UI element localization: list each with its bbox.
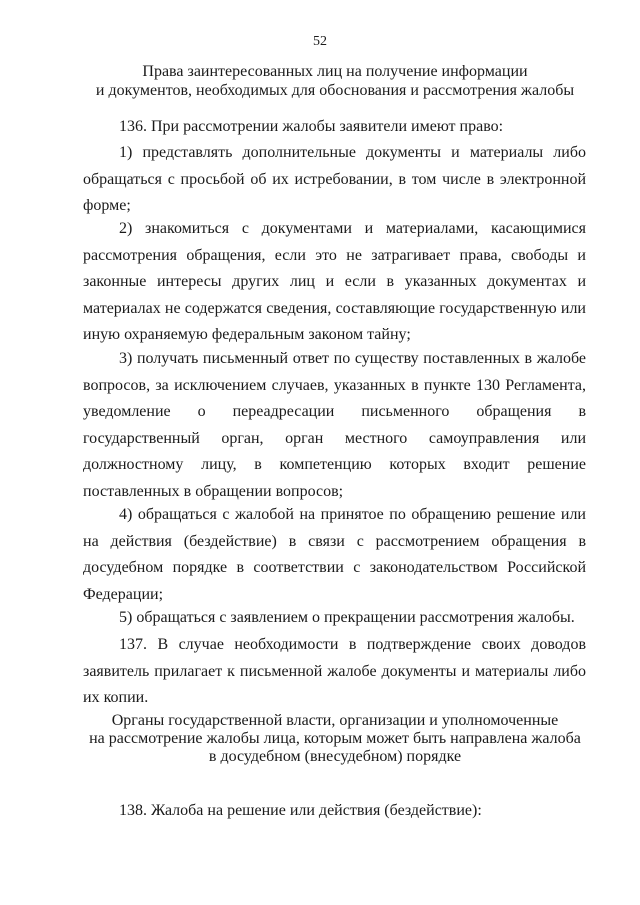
heading-line: Права заинтересованных лиц на получение информации [142,63,528,80]
paragraph-136: 136. При рассмотрении жалобы заявители имеют право: [119,118,504,135]
page-number: 52 [313,34,327,49]
list-item-3: 3) получать письменный ответ по существу поставленных в жалобе вопросов, за исключением случаев, указанных в пункте 130 Регламента, уведомление о переадресации письменного обращения в государственный орган, орган местного самоуправления или должностному лицу, в компетенцию которых входит решение поставленных в обращении вопросов; [83,350,586,500]
heading-line: и документов, необходимых для обоснования и рассмотрения жалобы [95,82,575,99]
list-item-5: 5) обращаться с заявлением о прекращении рассмотрения жалобы. [119,609,575,626]
heading-line: в досудебном (внесудебном) порядке [208,748,462,765]
section-heading-rights [80,62,590,100]
heading-line: на рассмотрение жалобы лица, которым может быть направлена жалоба [89,730,581,747]
list-item-4: 4) обращаться с жалобой на принятое по обращению решение или на действия (бездействие) в связи с рассмотрением обращения в досудебном порядке в соответствии с законодательством Российской Федерации; [83,506,586,603]
paragraph-137: 137. В случае необходимости в подтверждение своих доводов заявитель прилагает к письменной жалобе документы и материалы либо их копии. [83,636,586,706]
heading-line: Органы государственной власти, организации и уполномоченные [111,712,559,729]
paragraph-138: 138. Жалоба на решение или действия (бездействие): [119,802,482,819]
list-item-1: 1) представлять дополнительные документы и материалы либо обращаться с просьбой об их истребовании, в том числе в электронной форме; [83,144,586,214]
section-heading-authorities [80,712,590,766]
list-item-2: 2) знакомиться с документами и материалами, касающимися рассмотрения обращения, если это не затрагивает права, свободы и законные интересы других лиц и если в указанных документах и материалах не содержатся сведения, составляющие государственную или иную охраняемую федеральным законом тайну; [83,220,586,343]
